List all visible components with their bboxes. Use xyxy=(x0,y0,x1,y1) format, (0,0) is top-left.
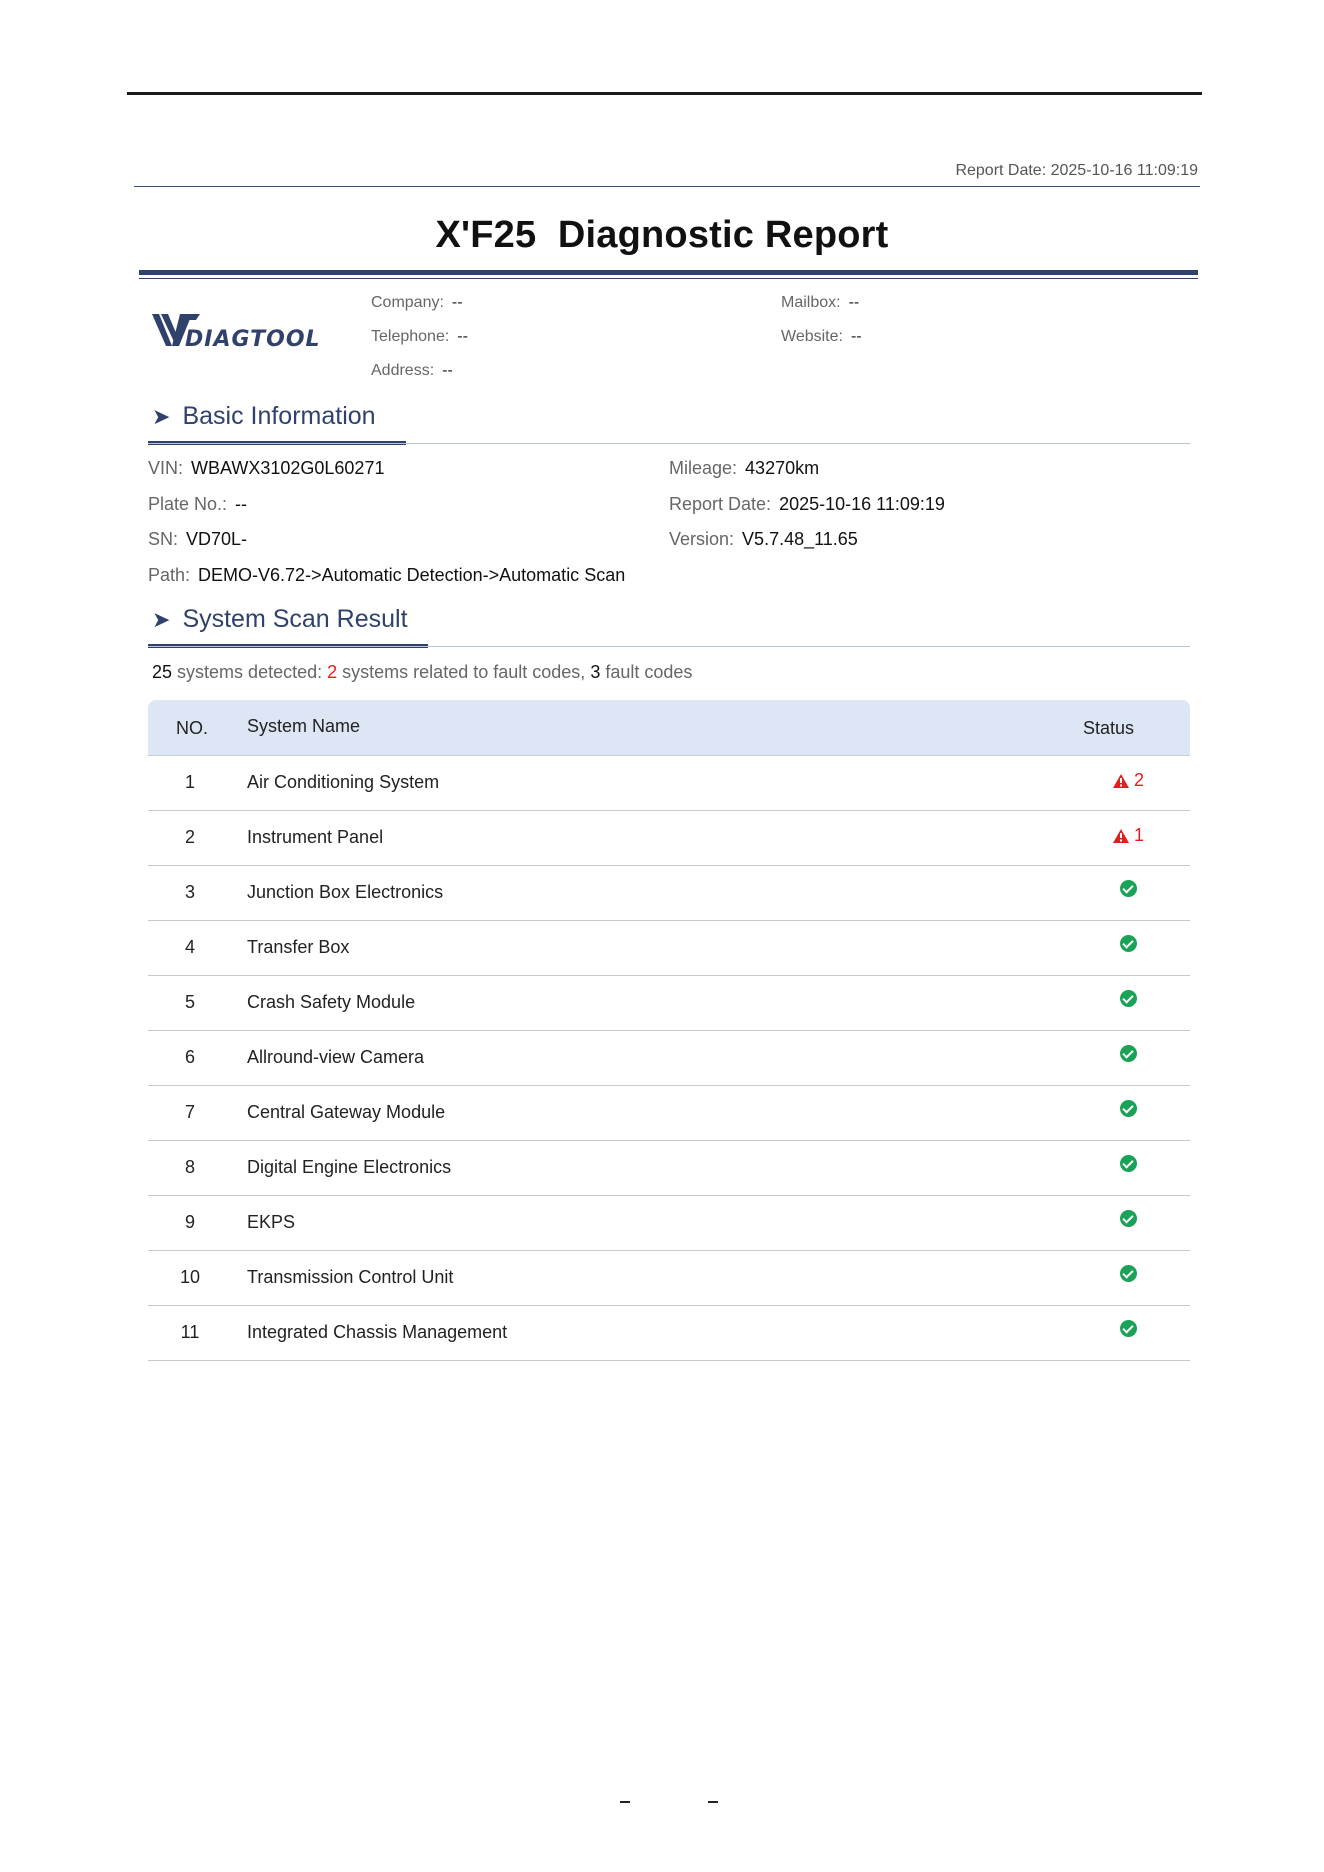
report-date-label: Report Date: xyxy=(669,494,772,514)
footer-dash-left xyxy=(620,1801,630,1803)
field-version xyxy=(669,529,858,550)
table-row xyxy=(148,1251,1190,1306)
basic-info-heading xyxy=(152,402,376,431)
row-number: 11 xyxy=(180,1322,200,1342)
contact-mailbox xyxy=(781,294,859,312)
row-system-name: Integrated Chassis Management xyxy=(247,1322,508,1342)
table-row xyxy=(148,1196,1190,1251)
version-label: Version: xyxy=(669,529,735,549)
plate-label: Plate No.: xyxy=(148,494,228,514)
company-value: -- xyxy=(451,294,463,311)
version-value: V5.7.48_11.65 xyxy=(742,529,858,549)
table-row xyxy=(148,811,1190,866)
basic-info-rule xyxy=(148,443,1190,444)
warning-icon xyxy=(1112,773,1130,789)
check-circle-icon xyxy=(1120,880,1137,897)
contact-website xyxy=(781,328,862,346)
field-vin xyxy=(148,458,384,479)
svg-text:DIAGTOOL: DIAGTOOL xyxy=(185,327,321,352)
row-status xyxy=(1088,1100,1168,1117)
row-status xyxy=(1088,1210,1168,1227)
table-row xyxy=(148,1031,1190,1086)
sn-label: SN: xyxy=(148,529,179,549)
row-number: 9 xyxy=(184,1212,195,1232)
row-number: 5 xyxy=(184,992,195,1012)
check-circle-icon xyxy=(1120,1100,1137,1117)
chevron-right-icon: ➤ xyxy=(152,606,171,632)
fault-systems-text: systems related to fault codes, xyxy=(342,662,586,682)
row-number: 4 xyxy=(184,937,195,957)
warning-icon xyxy=(1112,828,1130,844)
fault-count: 1 xyxy=(1133,825,1144,845)
mileage-value: 43270km xyxy=(745,458,820,478)
title-rule-thick xyxy=(139,270,1198,275)
scan-summary xyxy=(152,662,692,683)
contact-telephone xyxy=(371,328,468,346)
table-row xyxy=(148,1306,1190,1361)
field-mileage xyxy=(669,458,819,479)
header-rule xyxy=(134,186,1200,187)
address-label: Address: xyxy=(371,362,435,379)
row-number: 6 xyxy=(184,1047,195,1067)
plate-value: -- xyxy=(235,494,248,514)
row-number: 10 xyxy=(179,1267,201,1287)
row-number: 8 xyxy=(184,1157,195,1177)
top-rule xyxy=(127,92,1202,95)
check-circle-icon xyxy=(1120,1045,1137,1062)
vin-value: WBAWX3102G0L60271 xyxy=(191,458,385,478)
table-header xyxy=(148,700,1190,756)
website-value: -- xyxy=(850,328,862,345)
row-system-name: Crash Safety Module xyxy=(247,992,416,1012)
check-circle-icon xyxy=(1120,1210,1137,1227)
check-circle-icon xyxy=(1120,935,1137,952)
table-row xyxy=(148,866,1190,921)
scan-result-rule xyxy=(148,646,1190,647)
table-row xyxy=(148,756,1190,811)
check-circle-icon xyxy=(1120,1155,1137,1172)
row-number: 7 xyxy=(184,1102,195,1122)
contact-company xyxy=(371,294,463,312)
report-date-value: 2025-10-16 11:09:19 xyxy=(779,494,945,514)
scan-result-heading xyxy=(152,605,408,634)
row-status xyxy=(1088,1045,1168,1062)
row-number: 3 xyxy=(184,882,195,902)
chevron-right-icon: ➤ xyxy=(152,403,171,429)
row-status xyxy=(1088,990,1168,1007)
mailbox-value: -- xyxy=(848,294,860,311)
check-circle-icon xyxy=(1120,1320,1137,1337)
systems-text: systems detected: xyxy=(177,662,323,682)
row-system-name: Instrument Panel xyxy=(247,827,384,847)
field-sn xyxy=(148,529,247,550)
row-status xyxy=(1088,935,1168,952)
scan-result-title: System Scan Result xyxy=(182,605,408,633)
mailbox-label: Mailbox: xyxy=(781,294,841,311)
row-system-name: Transfer Box xyxy=(247,937,350,957)
check-circle-icon xyxy=(1120,1265,1137,1282)
basic-info-title: Basic Information xyxy=(182,402,376,430)
row-status xyxy=(1088,1320,1168,1337)
check-circle-icon xyxy=(1120,990,1137,1007)
row-system-name: Digital Engine Electronics xyxy=(247,1157,452,1177)
address-value: -- xyxy=(442,362,453,379)
field-report-date xyxy=(669,494,945,515)
header-report-date xyxy=(955,162,1198,180)
contact-address xyxy=(371,362,453,380)
row-status xyxy=(1088,1155,1168,1172)
row-system-name: Allround-view Camera xyxy=(247,1047,425,1067)
table-row xyxy=(148,921,1190,976)
mileage-label: Mileage: xyxy=(669,458,738,478)
row-number: 1 xyxy=(184,772,195,792)
fault-systems-count: 2 xyxy=(327,662,338,682)
field-path xyxy=(148,565,625,586)
row-status xyxy=(1088,770,1168,791)
column-system-name: System Name xyxy=(247,716,361,736)
website-label: Website: xyxy=(781,328,843,345)
telephone-label: Telephone: xyxy=(371,328,450,345)
row-status xyxy=(1088,1265,1168,1282)
row-status xyxy=(1088,825,1168,846)
telephone-value: -- xyxy=(457,328,468,345)
footer-dash-right xyxy=(708,1801,718,1803)
column-status: Status xyxy=(1083,718,1135,738)
header-report-date-label: Report Date: xyxy=(955,162,1047,179)
row-system-name: Junction Box Electronics xyxy=(247,882,444,902)
field-plate xyxy=(148,494,247,515)
row-system-name: Transmission Control Unit xyxy=(247,1267,454,1287)
scan-table xyxy=(148,700,1190,1361)
systems-count: 25 xyxy=(152,662,173,682)
page-title: X'F25 Diagnostic Report xyxy=(435,214,889,256)
fault-codes-count: 3 xyxy=(590,662,601,682)
table-row xyxy=(148,1141,1190,1196)
row-system-name: EKPS xyxy=(247,1212,296,1232)
vdiagtool-logo xyxy=(152,310,322,356)
header-report-date-value: 2025-10-16 11:09:19 xyxy=(1050,162,1198,179)
table-body xyxy=(148,756,1190,1361)
row-system-name: Central Gateway Module xyxy=(247,1102,446,1122)
column-no: NO. xyxy=(176,718,209,738)
table-row xyxy=(148,976,1190,1031)
fault-codes-text: fault codes xyxy=(605,662,693,682)
sn-value: VD70L- xyxy=(186,529,248,549)
table-row xyxy=(148,1086,1190,1141)
row-status xyxy=(1088,880,1168,897)
row-number: 2 xyxy=(184,827,195,847)
title-rule-thin xyxy=(139,278,1198,279)
company-label: Company: xyxy=(371,294,444,311)
vin-label: VIN: xyxy=(148,458,184,478)
path-value: DEMO-V6.72->Automatic Detection->Automatic Scan xyxy=(198,565,626,585)
path-label: Path: xyxy=(148,565,191,585)
fault-count: 2 xyxy=(1133,770,1144,790)
row-system-name: Air Conditioning System xyxy=(247,772,440,792)
